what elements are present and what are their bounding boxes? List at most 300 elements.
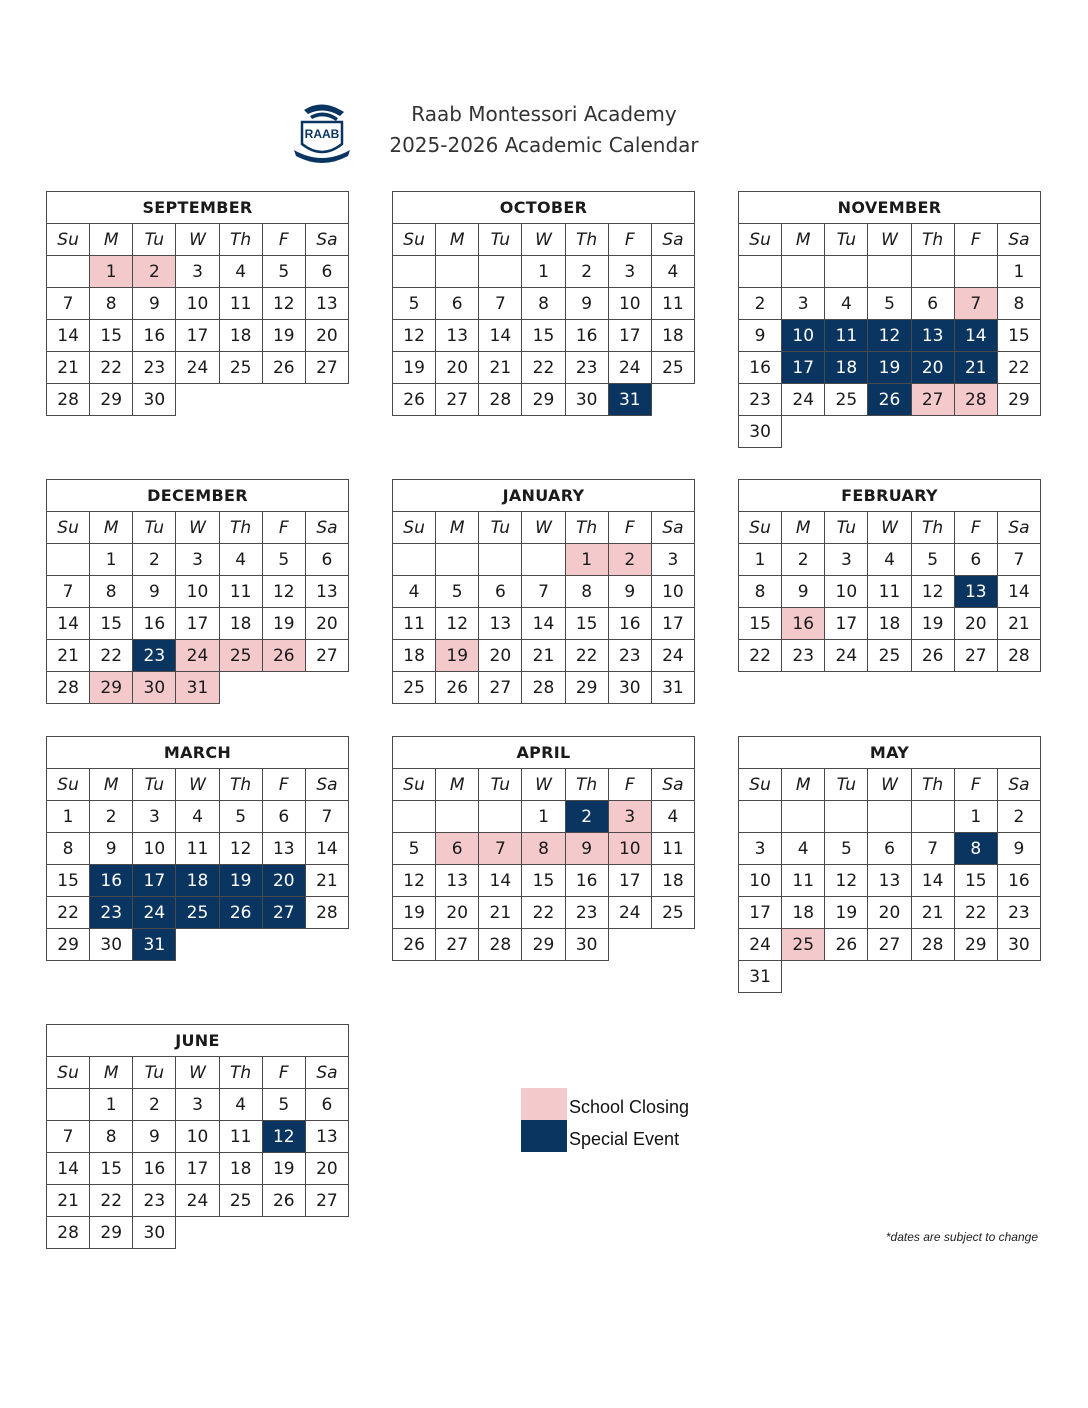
- empty-day-cell: [825, 801, 868, 833]
- day-cell: 8: [90, 576, 133, 608]
- day-cell: 28: [522, 672, 565, 704]
- day-cell: 14: [522, 608, 565, 640]
- weekday-header: F: [954, 512, 997, 544]
- day-cell: 8: [522, 833, 565, 865]
- day-cell: 21: [522, 640, 565, 672]
- weekday-header: F: [262, 1057, 305, 1089]
- weekday-header: M: [782, 512, 825, 544]
- day-cell: 6: [868, 833, 911, 865]
- empty-day-cell: [305, 929, 348, 961]
- day-cell: 9: [133, 576, 176, 608]
- day-cell: 14: [47, 320, 90, 352]
- day-cell: 18: [393, 640, 436, 672]
- day-cell: 11: [219, 288, 262, 320]
- weekday-header: Sa: [651, 224, 694, 256]
- day-cell: 7: [305, 801, 348, 833]
- day-cell: 21: [911, 897, 954, 929]
- calendar-title: 2025-2026 Academic Calendar: [389, 133, 699, 157]
- day-cell: 24: [608, 897, 651, 929]
- day-cell: 20: [479, 640, 522, 672]
- weekday-header: W: [868, 769, 911, 801]
- day-cell: 16: [90, 865, 133, 897]
- weekday-header: Sa: [305, 1057, 348, 1089]
- day-cell: 25: [393, 672, 436, 704]
- empty-day-cell: [954, 416, 997, 448]
- day-cell: 4: [651, 801, 694, 833]
- day-cell: 7: [954, 288, 997, 320]
- day-cell: 16: [608, 608, 651, 640]
- day-cell: 14: [47, 1153, 90, 1185]
- day-cell: 31: [739, 961, 782, 993]
- weekday-header: Tu: [825, 224, 868, 256]
- day-cell: 10: [825, 576, 868, 608]
- weekday-header: F: [954, 224, 997, 256]
- empty-day-cell: [911, 801, 954, 833]
- month-name: SEPTEMBER: [47, 192, 349, 224]
- day-cell: 13: [911, 320, 954, 352]
- day-cell: 28: [47, 672, 90, 704]
- day-cell: 5: [262, 544, 305, 576]
- weekday-header: F: [262, 769, 305, 801]
- day-cell: 30: [739, 416, 782, 448]
- day-cell: 23: [90, 897, 133, 929]
- day-cell: 13: [954, 576, 997, 608]
- day-cell: 1: [47, 801, 90, 833]
- day-cell: 12: [262, 1121, 305, 1153]
- day-cell: 8: [522, 288, 565, 320]
- day-cell: 1: [90, 544, 133, 576]
- weekday-header: F: [262, 512, 305, 544]
- weekday-header: Su: [739, 224, 782, 256]
- day-cell: 19: [393, 897, 436, 929]
- month-name: FEBRUARY: [739, 480, 1041, 512]
- day-cell: 22: [565, 640, 608, 672]
- weekday-header: W: [176, 769, 219, 801]
- empty-day-cell: [393, 544, 436, 576]
- day-cell: 28: [997, 640, 1040, 672]
- weekday-header: Tu: [479, 769, 522, 801]
- day-cell: 16: [997, 865, 1040, 897]
- day-cell: 7: [522, 576, 565, 608]
- month-april: [392, 736, 695, 961]
- day-cell: 14: [479, 865, 522, 897]
- day-cell: 1: [522, 256, 565, 288]
- weekday-header: Tu: [133, 512, 176, 544]
- day-cell: 21: [305, 865, 348, 897]
- day-cell: 15: [954, 865, 997, 897]
- day-cell: 30: [133, 1217, 176, 1249]
- day-cell: 5: [393, 833, 436, 865]
- day-cell: 26: [393, 384, 436, 416]
- day-cell: 3: [176, 544, 219, 576]
- weekday-header: M: [90, 512, 133, 544]
- day-cell: 22: [522, 897, 565, 929]
- day-cell: 14: [479, 320, 522, 352]
- day-cell: 29: [522, 929, 565, 961]
- weekday-header: F: [608, 512, 651, 544]
- day-cell: 6: [436, 288, 479, 320]
- day-cell: 24: [176, 640, 219, 672]
- weekday-header: Th: [565, 512, 608, 544]
- empty-day-cell: [954, 961, 997, 993]
- day-cell: 8: [997, 288, 1040, 320]
- day-cell: 18: [219, 1153, 262, 1185]
- weekday-header: W: [522, 512, 565, 544]
- day-cell: 17: [176, 608, 219, 640]
- weekday-header: Sa: [305, 224, 348, 256]
- day-cell: 19: [262, 320, 305, 352]
- day-cell: 19: [262, 1153, 305, 1185]
- day-cell: 20: [262, 865, 305, 897]
- empty-day-cell: [782, 256, 825, 288]
- day-cell: 18: [825, 352, 868, 384]
- day-cell: 22: [90, 1185, 133, 1217]
- day-cell: 31: [608, 384, 651, 416]
- day-cell: 27: [436, 384, 479, 416]
- empty-day-cell: [305, 672, 348, 704]
- weekday-header: Th: [565, 224, 608, 256]
- day-cell: 5: [262, 256, 305, 288]
- day-cell: 26: [911, 640, 954, 672]
- day-cell: 14: [997, 576, 1040, 608]
- day-cell: 7: [997, 544, 1040, 576]
- day-cell: 3: [608, 801, 651, 833]
- day-cell: 20: [911, 352, 954, 384]
- day-cell: 15: [565, 608, 608, 640]
- day-cell: 17: [825, 608, 868, 640]
- day-cell: 19: [436, 640, 479, 672]
- day-cell: 8: [90, 288, 133, 320]
- month-june: [46, 1024, 349, 1249]
- day-cell: 27: [262, 897, 305, 929]
- weekday-header: M: [782, 769, 825, 801]
- weekday-header: Sa: [305, 769, 348, 801]
- day-cell: 21: [954, 352, 997, 384]
- day-cell: 28: [479, 929, 522, 961]
- day-cell: 2: [997, 801, 1040, 833]
- day-cell: 5: [825, 833, 868, 865]
- day-cell: 24: [176, 1185, 219, 1217]
- day-cell: 10: [176, 1121, 219, 1153]
- weekday-header: F: [608, 224, 651, 256]
- weekday-header: Tu: [133, 1057, 176, 1089]
- month-name: JANUARY: [393, 480, 695, 512]
- month-name: DECEMBER: [47, 480, 349, 512]
- event-swatch: [521, 1120, 567, 1152]
- day-cell: 7: [479, 288, 522, 320]
- month-october: [392, 191, 695, 416]
- empty-day-cell: [868, 416, 911, 448]
- empty-day-cell: [262, 1217, 305, 1249]
- day-cell: 7: [911, 833, 954, 865]
- day-cell: 2: [608, 544, 651, 576]
- day-cell: 1: [565, 544, 608, 576]
- day-cell: 15: [739, 608, 782, 640]
- day-cell: 5: [868, 288, 911, 320]
- empty-day-cell: [522, 544, 565, 576]
- day-cell: 4: [825, 288, 868, 320]
- weekday-header: Tu: [133, 769, 176, 801]
- weekday-header: F: [262, 224, 305, 256]
- empty-day-cell: [47, 256, 90, 288]
- day-cell: 21: [479, 897, 522, 929]
- day-cell: 20: [305, 320, 348, 352]
- day-cell: 26: [825, 929, 868, 961]
- day-cell: 13: [479, 608, 522, 640]
- empty-day-cell: [393, 801, 436, 833]
- day-cell: 22: [47, 897, 90, 929]
- day-cell: 12: [262, 576, 305, 608]
- header: [0, 96, 1088, 176]
- day-cell: 25: [868, 640, 911, 672]
- day-cell: 4: [868, 544, 911, 576]
- day-cell: 26: [262, 352, 305, 384]
- day-cell: 13: [868, 865, 911, 897]
- day-cell: 3: [782, 288, 825, 320]
- day-cell: 17: [608, 320, 651, 352]
- day-cell: 15: [522, 865, 565, 897]
- empty-day-cell: [782, 961, 825, 993]
- day-cell: 11: [825, 320, 868, 352]
- closing-swatch: [521, 1088, 567, 1120]
- day-cell: 30: [133, 672, 176, 704]
- empty-day-cell: [782, 416, 825, 448]
- day-cell: 2: [565, 256, 608, 288]
- day-cell: 25: [219, 640, 262, 672]
- day-cell: 19: [825, 897, 868, 929]
- day-cell: 8: [954, 833, 997, 865]
- weekday-header: M: [436, 769, 479, 801]
- day-cell: 1: [997, 256, 1040, 288]
- day-cell: 31: [133, 929, 176, 961]
- day-cell: 9: [133, 288, 176, 320]
- day-cell: 13: [436, 320, 479, 352]
- weekday-header: M: [90, 1057, 133, 1089]
- day-cell: 27: [479, 672, 522, 704]
- day-cell: 5: [911, 544, 954, 576]
- day-cell: 26: [393, 929, 436, 961]
- day-cell: 2: [90, 801, 133, 833]
- day-cell: 30: [608, 672, 651, 704]
- day-cell: 29: [90, 672, 133, 704]
- weekday-header: Su: [739, 512, 782, 544]
- day-cell: 9: [782, 576, 825, 608]
- empty-day-cell: [825, 961, 868, 993]
- day-cell: 31: [176, 672, 219, 704]
- day-cell: 18: [782, 897, 825, 929]
- day-cell: 16: [565, 865, 608, 897]
- day-cell: 1: [954, 801, 997, 833]
- weekday-header: Th: [219, 224, 262, 256]
- day-cell: 8: [739, 576, 782, 608]
- weekday-header: Sa: [997, 512, 1040, 544]
- weekday-header: Tu: [825, 769, 868, 801]
- day-cell: 30: [565, 384, 608, 416]
- day-cell: 21: [47, 352, 90, 384]
- day-cell: 24: [825, 640, 868, 672]
- day-cell: 25: [176, 897, 219, 929]
- day-cell: 26: [219, 897, 262, 929]
- empty-day-cell: [436, 544, 479, 576]
- day-cell: 1: [90, 1089, 133, 1121]
- day-cell: 1: [522, 801, 565, 833]
- empty-day-cell: [479, 256, 522, 288]
- day-cell: 3: [608, 256, 651, 288]
- day-cell: 24: [176, 352, 219, 384]
- day-cell: 12: [436, 608, 479, 640]
- day-cell: 29: [565, 672, 608, 704]
- day-cell: 22: [954, 897, 997, 929]
- weekday-header: Su: [393, 769, 436, 801]
- svg-text:RAAB: RAAB: [304, 127, 340, 141]
- day-cell: 15: [997, 320, 1040, 352]
- weekday-header: Su: [47, 512, 90, 544]
- weekday-header: W: [522, 769, 565, 801]
- day-cell: 8: [47, 833, 90, 865]
- empty-day-cell: [739, 801, 782, 833]
- day-cell: 12: [393, 320, 436, 352]
- day-cell: 2: [782, 544, 825, 576]
- day-cell: 25: [825, 384, 868, 416]
- weekday-header: Th: [911, 769, 954, 801]
- day-cell: 16: [133, 608, 176, 640]
- weekday-header: Tu: [825, 512, 868, 544]
- empty-day-cell: [825, 256, 868, 288]
- day-cell: 23: [782, 640, 825, 672]
- day-cell: 7: [47, 1121, 90, 1153]
- day-cell: 18: [219, 608, 262, 640]
- weekday-header: Su: [47, 1057, 90, 1089]
- day-cell: 7: [47, 288, 90, 320]
- weekday-header: W: [176, 512, 219, 544]
- day-cell: 2: [133, 256, 176, 288]
- empty-day-cell: [393, 256, 436, 288]
- day-cell: 20: [436, 897, 479, 929]
- day-cell: 26: [262, 640, 305, 672]
- empty-day-cell: [47, 544, 90, 576]
- weekday-header: Tu: [479, 512, 522, 544]
- day-cell: 27: [305, 640, 348, 672]
- day-cell: 19: [393, 352, 436, 384]
- day-cell: 24: [133, 897, 176, 929]
- day-cell: 19: [219, 865, 262, 897]
- day-cell: 17: [782, 352, 825, 384]
- weekday-header: Su: [393, 224, 436, 256]
- day-cell: 14: [47, 608, 90, 640]
- weekday-header: M: [782, 224, 825, 256]
- day-cell: 4: [219, 256, 262, 288]
- day-cell: 24: [608, 352, 651, 384]
- day-cell: 2: [133, 1089, 176, 1121]
- day-cell: 4: [219, 544, 262, 576]
- day-cell: 14: [911, 865, 954, 897]
- empty-day-cell: [262, 672, 305, 704]
- day-cell: 4: [176, 801, 219, 833]
- day-cell: 16: [739, 352, 782, 384]
- empty-day-cell: [868, 961, 911, 993]
- day-cell: 20: [305, 1153, 348, 1185]
- day-cell: 21: [479, 352, 522, 384]
- day-cell: 14: [305, 833, 348, 865]
- day-cell: 20: [868, 897, 911, 929]
- day-cell: 16: [133, 1153, 176, 1185]
- day-cell: 15: [90, 1153, 133, 1185]
- day-cell: 20: [436, 352, 479, 384]
- day-cell: 25: [219, 352, 262, 384]
- empty-day-cell: [608, 929, 651, 961]
- day-cell: 13: [262, 833, 305, 865]
- weekday-header: W: [868, 224, 911, 256]
- day-cell: 2: [739, 288, 782, 320]
- weekday-header: F: [608, 769, 651, 801]
- day-cell: 5: [436, 576, 479, 608]
- day-cell: 6: [479, 576, 522, 608]
- day-cell: 29: [522, 384, 565, 416]
- day-cell: 15: [522, 320, 565, 352]
- empty-day-cell: [782, 801, 825, 833]
- day-cell: 25: [219, 1185, 262, 1217]
- day-cell: 11: [219, 1121, 262, 1153]
- weekday-header: M: [90, 769, 133, 801]
- day-cell: 23: [997, 897, 1040, 929]
- disclaimer-note: *dates are subject to change: [885, 1230, 1038, 1244]
- empty-day-cell: [219, 1217, 262, 1249]
- weekday-header: Th: [219, 512, 262, 544]
- day-cell: 11: [393, 608, 436, 640]
- day-cell: 28: [47, 384, 90, 416]
- empty-day-cell: [954, 256, 997, 288]
- day-cell: 6: [305, 256, 348, 288]
- weekday-header: W: [176, 224, 219, 256]
- weekday-header: Tu: [133, 224, 176, 256]
- day-cell: 13: [305, 288, 348, 320]
- day-cell: 17: [651, 608, 694, 640]
- day-cell: 4: [219, 1089, 262, 1121]
- day-cell: 15: [90, 320, 133, 352]
- day-cell: 8: [565, 576, 608, 608]
- day-cell: 10: [608, 288, 651, 320]
- day-cell: 21: [997, 608, 1040, 640]
- day-cell: 26: [436, 672, 479, 704]
- day-cell: 4: [393, 576, 436, 608]
- day-cell: 5: [219, 801, 262, 833]
- day-cell: 5: [262, 1089, 305, 1121]
- day-cell: 20: [954, 608, 997, 640]
- day-cell: 27: [954, 640, 997, 672]
- day-cell: 25: [782, 929, 825, 961]
- day-cell: 6: [911, 288, 954, 320]
- day-cell: 12: [393, 865, 436, 897]
- day-cell: 27: [868, 929, 911, 961]
- empty-day-cell: [911, 256, 954, 288]
- day-cell: 3: [651, 544, 694, 576]
- empty-day-cell: [305, 384, 348, 416]
- weekday-header: W: [176, 1057, 219, 1089]
- day-cell: 7: [479, 833, 522, 865]
- weekday-header: Th: [911, 224, 954, 256]
- day-cell: 10: [782, 320, 825, 352]
- day-cell: 10: [651, 576, 694, 608]
- day-cell: 2: [133, 544, 176, 576]
- empty-day-cell: [47, 1089, 90, 1121]
- day-cell: 18: [651, 320, 694, 352]
- month-name: JUNE: [47, 1025, 349, 1057]
- day-cell: 6: [954, 544, 997, 576]
- day-cell: 18: [176, 865, 219, 897]
- day-cell: 3: [133, 801, 176, 833]
- day-cell: 13: [436, 865, 479, 897]
- day-cell: 16: [782, 608, 825, 640]
